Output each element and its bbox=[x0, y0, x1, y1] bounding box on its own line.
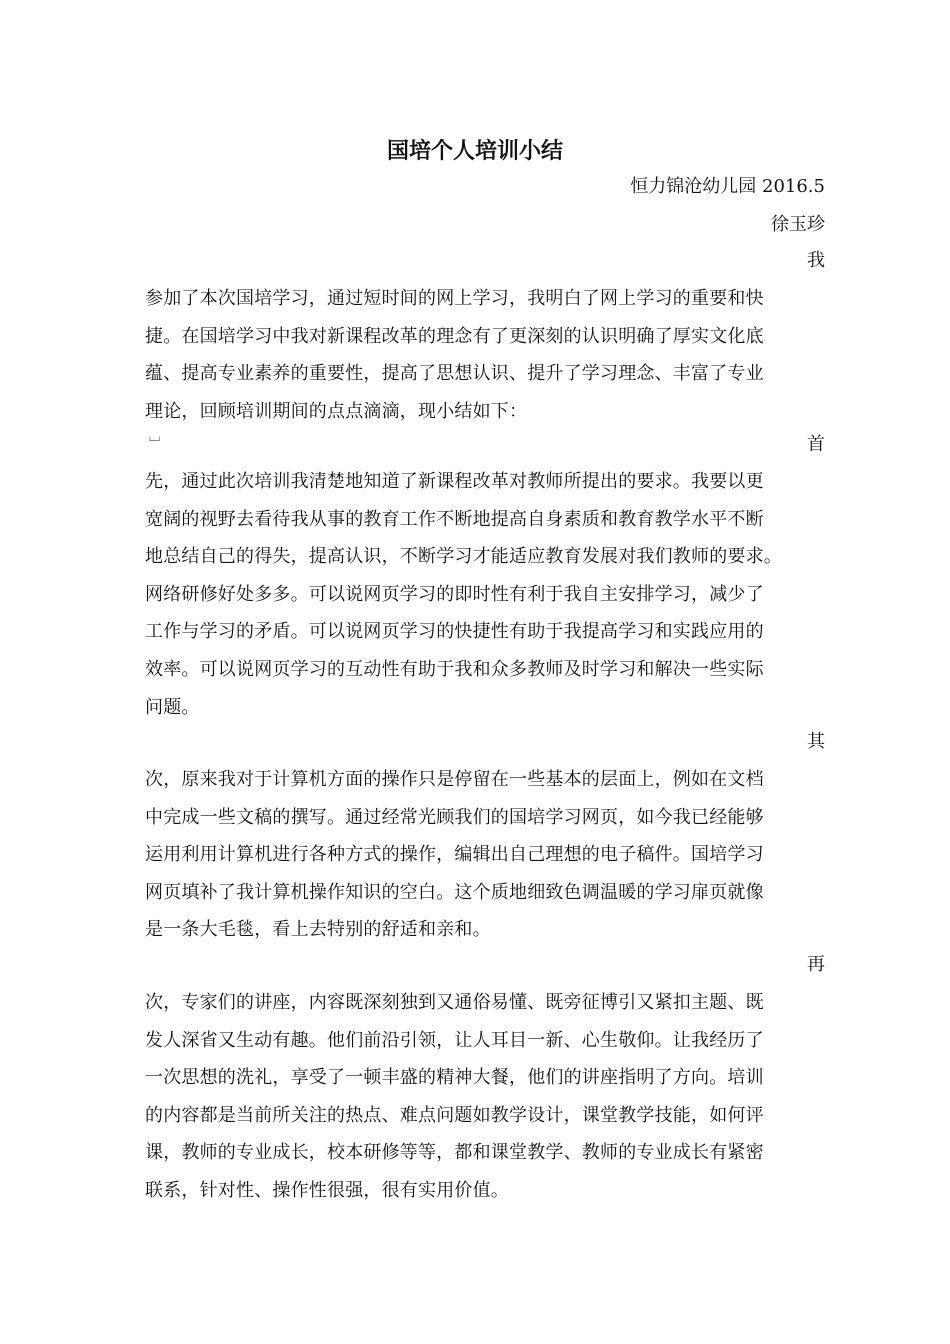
org-date-line: 恒力锦沧幼儿园 2016.5 bbox=[630, 176, 825, 197]
paragraph-2-line-2: 宽阔的视野去看待我从事的教育工作不断地提高自身素质和教育教学水平不断 bbox=[145, 508, 764, 530]
paragraph-4-line-5: 课，教师的专业成长，校本研修等等，都和课堂教学、教师的专业成长有紧密 bbox=[145, 1142, 764, 1164]
paragraph-3-line-1: 次，原来我对于计算机方面的操作只是停留在一些基本的层面上，例如在文档 bbox=[145, 769, 764, 790]
paragraph-2-line-6: 效率。可以说网页学习的互动性有助于我和众多教师及时学习和解决一些实际 bbox=[145, 658, 764, 680]
paragraph-2-line-4: 网络研修好处多多。可以说网页学习的即时性有利于我自主安排学习，减少了 bbox=[145, 583, 764, 605]
paragraph-4-line-1: 次，专家们的讲座，内容既深刻独到又通俗易懂、既旁征博引又紧扣主题、既 bbox=[145, 992, 764, 1013]
paragraph-1-line-1: 参加了本次国培学习，通过短时间的网上学习，我明白了网上学习的重要和快 bbox=[145, 288, 764, 309]
paragraph-3 bbox=[145, 761, 827, 949]
paragraph-2-line-1: 先，通过此次培训我清楚地知道了新课程改革对教师所提出的要求。我要以更 bbox=[145, 471, 764, 492]
paragraph-3-line-3: 运用利用计算机进行各种方式的操作，编辑出自己理想的电子稿件。国培学习 bbox=[145, 844, 764, 866]
paragraph-1 bbox=[145, 280, 827, 444]
paragraph-4-line-4: 的内容都是当前所关注的热点、难点问题如教学设计，课堂教学技能，如何评 bbox=[145, 1104, 764, 1126]
paragraph-1-line-3: 蕴、提高专业素养的重要性，提高了思想认识、提升了学习理念、丰富了专业 bbox=[145, 363, 764, 385]
paragraph-end-mark: ⌴ bbox=[149, 429, 161, 446]
paragraph-3-line-4: 网页填补了我计算机操作知识的空白。这个质地细致色调温暖的学习扉页就像 bbox=[145, 881, 764, 903]
paragraph-3-line-5: 是一条大毛毯，看上去特别的舒适和亲和。 bbox=[145, 919, 491, 941]
paragraph-3-lead: 其 bbox=[807, 731, 825, 752]
paragraph-3-line-2: 中完成一些文稿的撰写。通过经常光顾我们的国培学习网页，如今我已经能够 bbox=[145, 806, 764, 828]
paragraph-4-line-2: 发人深省又生动有趣。他们前沿引领，让人耳目一新、心生敬仰。让我经历了 bbox=[145, 1029, 764, 1051]
paragraph-1-line-4-text: 理论，回顾培训期间的点点滴滴，现小结如下： bbox=[145, 400, 528, 422]
paragraph-1-line-2: 捷。在国培学习中我对新课程改革的理念有了更深刻的认识明确了厚实文化底 bbox=[145, 325, 764, 347]
paragraph-4-lead: 再 bbox=[807, 954, 825, 975]
document-title: 国培个人培训小结 bbox=[386, 138, 563, 164]
paragraph-2-line-5: 工作与学习的矛盾。可以说网页学习的快捷性有助于我提高学习和实践应用的 bbox=[145, 621, 764, 643]
author-line: 徐玉珍 bbox=[771, 214, 825, 235]
paragraph-2-line-7: 问题。 bbox=[145, 696, 200, 718]
paragraph-4 bbox=[145, 984, 827, 1210]
paragraph-1-line-4 bbox=[145, 393, 827, 445]
paragraph-1-lead: 我 bbox=[807, 250, 825, 271]
paragraph-2 bbox=[145, 463, 827, 726]
paragraph-2-line-3: 地总结自己的得失，提高认识，不断学习才能适应教育发展对我们教师的要求。 bbox=[145, 546, 782, 568]
paragraph-4-line-3: 一次思想的洗礼，享受了一顿丰盛的精神大餐，他们的讲座指明了方向。培训 bbox=[145, 1067, 764, 1089]
paragraph-4-line-6: 联系，针对性、操作性很强，很有实用价值。 bbox=[145, 1179, 509, 1201]
paragraph-2-lead: 首 bbox=[807, 434, 825, 455]
